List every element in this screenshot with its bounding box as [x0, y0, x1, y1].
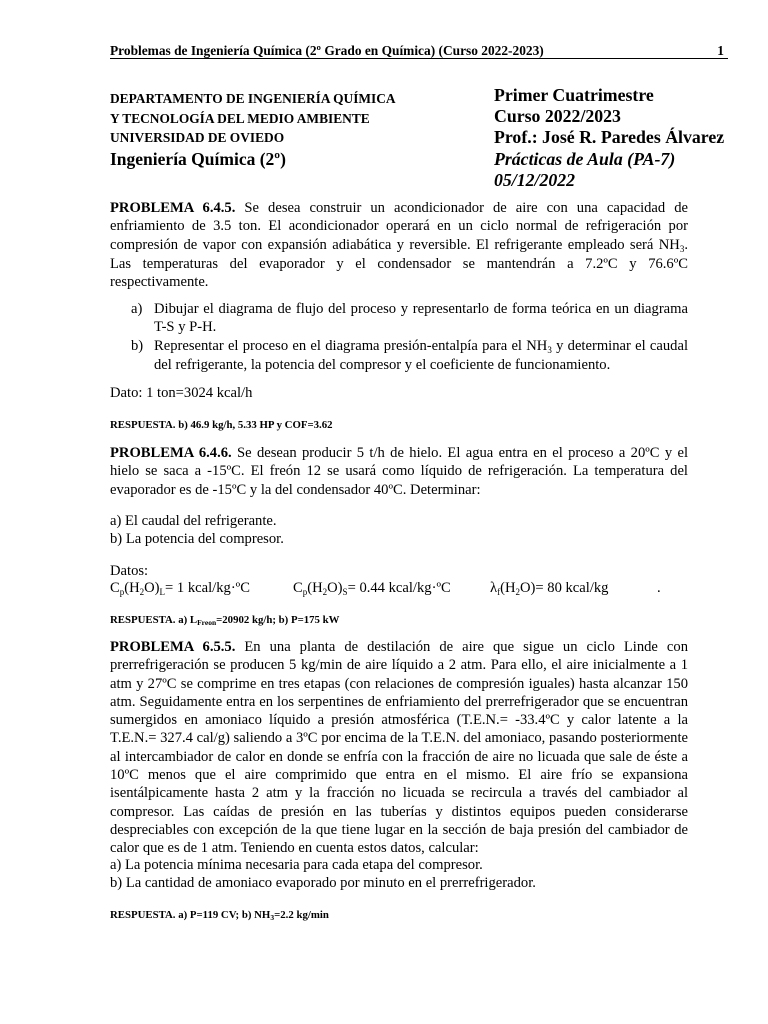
- data-value: $C_p(H_2O)_S= 0.44$ kcal/kg·ºC: [293, 580, 451, 597]
- item-text: La potencia mínima necesaria para cada etapa del compresor.: [125, 857, 483, 873]
- statement-text: Se desea construir un acondicionador de aire con una capacidad de enfriamiento de 3.5 ton. El acondicionador operará en un ciclo normal de refrigeración por compresión de vapor con expansión adiabática y reversible. El refrigerante empleado será NH: [110, 200, 689, 253]
- course-year: Curso 2022/2023: [494, 106, 621, 127]
- problem-statement: [110, 199, 688, 291]
- problem-id: PROBLEMA 6.5.5.: [110, 639, 236, 655]
- running-title: Problemas de Ingeniería Química (2º Grado en Química) (Curso 2022-2023): [110, 43, 544, 58]
- statement-text: En una planta de destilación de aire que sigue un ciclo Linde con prerrefrigeración se producen 5 kg/min de aire líquido a 2 atm. Para ello, el aire inicialmente a 1 atm y 27ºC se comprime en tres etapas (con relaciones de compresión iguales) hasta alcanzar 150 atm. Seguidamente entra en los serpentines de enfriamiento del prerrefrigerador que se encuentran sumergidos en amoniaco líquido a presión atmosférica (T.E.N.= -33.4ºC y calor latente a la T.E.N.= 327.4 cal/g) saliendo a 3ºC por encima de la T.E.N. del amoniaco, pasando posteriormente al intercambiador de calor en donde se enfría con la fracción de aire no licuada que sale de éste a 10ºC menos que el aire comprimido que entra en el mismo. El aire frío se expansiona isentálpicamente hasta 2 atm y la fracción no licuada se recircula a través del cambiador al compresor. Las caídas de presión en las tuberías y distintos equipos pueden considerarse despreciables con excepción de la que tiene lugar en la sección de baja presión del cambiador de calor que es de 1 atm. Teniendo en cuenta estos datos, calcular:: [110, 639, 688, 857]
- question-list: [110, 856, 688, 893]
- item-text: y determinar el caudal del refrigerante, la potencia del compresor y el coeficiente de funcionamiento.: [154, 337, 688, 373]
- data-value: $C_p(H_2O)_L= 1$ kcal/kg·ºC: [110, 580, 250, 597]
- list-item: [110, 530, 688, 548]
- list-item: [131, 300, 688, 337]
- list-item: [110, 512, 688, 530]
- item-label: a): [131, 301, 143, 317]
- answer-line: RESPUESTA. a) $L_{Freon}=20902$ kg/h; b) P=175 kW: [110, 614, 340, 627]
- statement-text: Se desean producir 5 t/h de hielo. El agua entra en el proceso a 20ºC y el hielo se saca a -15ºC. El freón 12 se usará como líquido de refrigeración. La temperatura del evaporador es de -15ºC y la del condensador 40ºC. Determinar:: [110, 445, 688, 498]
- item-label: a): [110, 513, 122, 529]
- answer-line: RESPUESTA. a) P=119 CV; b) $NH_3=2.2$ kg/min: [110, 909, 329, 922]
- statement-text: . Las temperaturas del evaporador y el condensador se mantendrán a 7.2ºC y 76.6ºC respectivamente.: [110, 236, 688, 291]
- item-text: Dibujar el diagrama de flujo del proceso y representarlo de forma teórica en un diagrama T-S y P-H.: [154, 301, 688, 336]
- item-text: La cantidad de amoniaco evaporado por minuto en el prerrefrigerador.: [125, 875, 536, 892]
- department-line-2: Y TECNOLOGÍA DEL MEDIO AMBIENTE: [110, 110, 370, 126]
- item-text: El caudal del refrigerante.: [125, 513, 277, 529]
- problem-id: PROBLEMA 6.4.6.: [110, 445, 232, 461]
- data-line: Dato: 1 ton=3024 kcal/h: [110, 385, 253, 401]
- department-block: [110, 89, 396, 170]
- course-block: [494, 85, 724, 191]
- data-title: Datos:: [110, 563, 149, 579]
- page-number: 1: [717, 43, 724, 58]
- data-trailing: .: [657, 580, 661, 596]
- data-values-row: [110, 579, 710, 598]
- list-item: [110, 856, 688, 874]
- course-session: Prácticas de Aula (PA-7): [494, 148, 676, 169]
- item-label: b): [131, 337, 144, 354]
- running-header: [110, 42, 728, 59]
- question-list: [131, 300, 688, 374]
- item-label: a): [110, 857, 122, 873]
- course-term: Primer Cuatrimestre: [494, 85, 654, 105]
- subject-name: Ingeniería Química (2º): [110, 148, 286, 169]
- answer-line: RESPUESTA. b) 46.9 kg/h, 5.33 HP y COF=3.62: [110, 419, 333, 431]
- course-professor: Prof.: José R. Paredes Álvarez: [494, 127, 725, 148]
- list-item: [131, 337, 688, 375]
- question-list: [110, 512, 688, 549]
- item-label: b): [110, 531, 123, 548]
- list-item: [110, 874, 688, 892]
- problem-statement: [110, 444, 688, 499]
- item-text: Representar el proceso en el diagrama presión-entalpía para el NH: [154, 337, 548, 354]
- problem-id: PROBLEMA 6.4.5.: [110, 200, 236, 216]
- university-name: UNIVERSIDAD DE OVIEDO: [110, 130, 285, 145]
- data-value: $\lambda_f(H_2O)= 80$ kcal/kg: [490, 580, 609, 597]
- item-text: La potencia del compresor.: [125, 531, 284, 548]
- subscript: 3: [679, 243, 685, 254]
- subscript: 3: [547, 344, 552, 355]
- course-date: 05/12/2022: [494, 169, 576, 190]
- item-label: b): [110, 875, 123, 892]
- department-line-1: DEPARTAMENTO DE INGENIERÍA QUÍMICA: [110, 91, 396, 106]
- problem-statement: [110, 638, 688, 858]
